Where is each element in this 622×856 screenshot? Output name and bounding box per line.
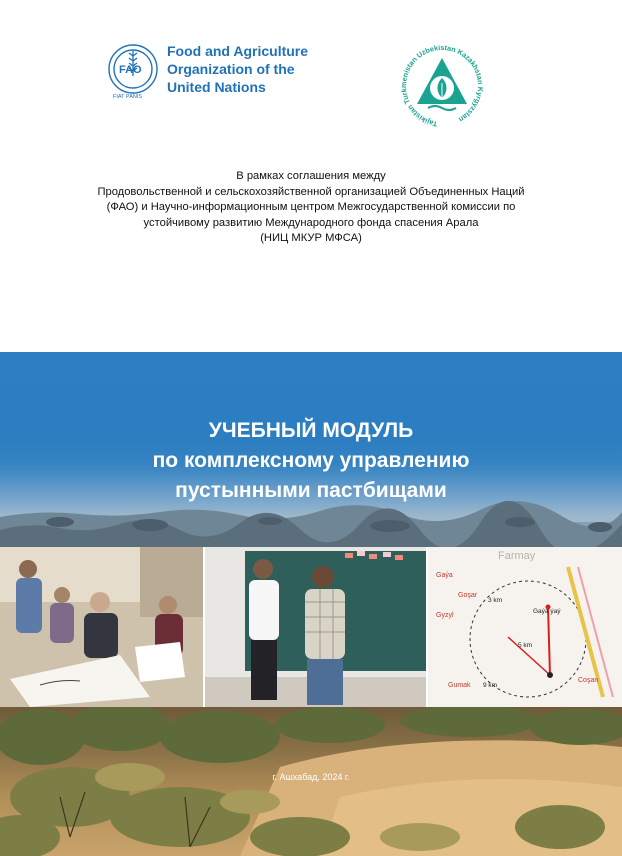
fao-name-line-2: Organization of the — [167, 61, 295, 77]
photo-blackboard — [205, 547, 426, 707]
agreement-line-4: устойчивому развитию Международного фонда спасения Арала — [143, 216, 479, 229]
title-banner — [0, 352, 622, 547]
map-label-4: Coşan — [578, 677, 599, 684]
title-line-1: УЧЕБНЫЙ МОДУЛЬ — [208, 419, 414, 442]
fao-emblem-letter-f: FAO — [119, 64, 142, 76]
map-label-2: Goşar — [458, 592, 478, 599]
title-line-3: пустынными пастбищами — [175, 479, 447, 502]
agreement-line-1: В рамках соглашения между — [236, 170, 386, 182]
agreement-text — [40, 169, 582, 247]
fao-emblem-icon — [106, 42, 160, 102]
fao-motto: FIAT PANIS — [113, 94, 143, 100]
title-line-2: по комплексному управлению — [152, 449, 470, 472]
logo-row — [0, 38, 622, 128]
map-label-9: Gaýa ýaý — [533, 608, 561, 615]
fao-name-line-3: United Nations — [167, 79, 266, 95]
photo-strip — [0, 547, 622, 707]
place-and-date: г. Ашхабад, 2024 г. — [272, 772, 350, 782]
map-label-6: 3 km — [488, 597, 503, 604]
document-title — [0, 416, 622, 506]
map-label-7: 5 km — [518, 642, 533, 649]
agreement-line-3: (ФАО) и Научно-информационным центром Межгосударственной комиссии по — [106, 201, 516, 214]
map-label-1: Gaýa — [436, 572, 453, 579]
photo-workshop-table — [0, 547, 203, 707]
map-label-8: 9 km — [483, 682, 498, 689]
fao-name-line-1: Food and Agriculture — [167, 43, 309, 59]
ica-ring-text: Tajikistan Turkmenistan Uzbekistan Kazakhstan Kyrgyzstan — [398, 42, 486, 129]
map-label-3: Gyzyl — [436, 612, 454, 619]
fao-name — [167, 42, 308, 96]
photo-drawn-map — [428, 547, 622, 707]
map-label-5: Gumak — [448, 682, 471, 689]
ica-logo-icon — [392, 38, 492, 130]
agreement-line-5: (НИЦ МКУР МФСА) — [260, 232, 362, 245]
map-board-word: Farmay — [498, 550, 536, 562]
agreement-line-2: Продовольственной и сельскохозяйственной организацией Объединенных Наций — [97, 185, 525, 198]
